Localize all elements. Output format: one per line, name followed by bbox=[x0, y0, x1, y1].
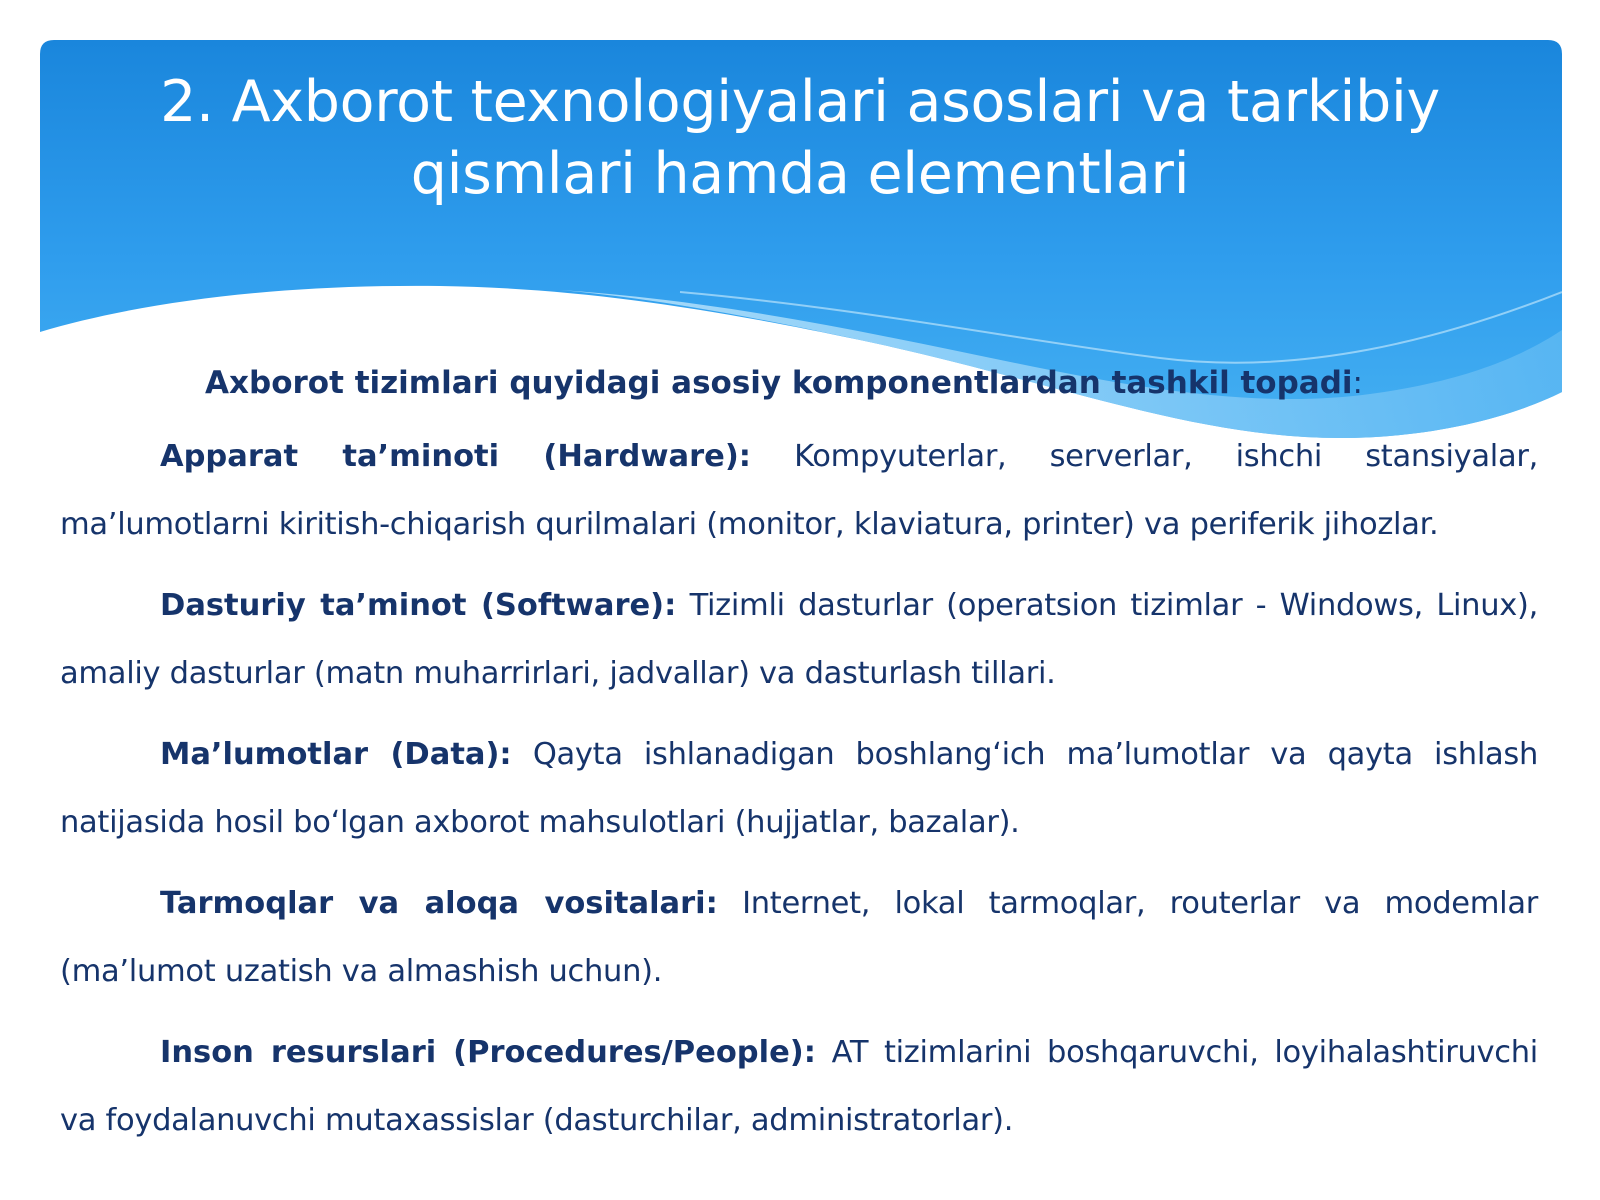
intro-bold-text: Axborot tizimlari quyidagi asosiy komponentlardan tashkil topadi bbox=[205, 365, 1353, 401]
component-description: Tizimli dasturlar (operatsion tizimlar - Windows, Linux), amaliy dasturlar (matn muharrirlari, jadvallar) va dasturlash tillari. bbox=[60, 588, 1538, 691]
component-term: Apparat ta’minoti (Hardware): bbox=[160, 439, 751, 474]
component-description: AT tizimlarini boshqaruvchi, loyihalashtiruvchi va foydalanuvchi mutaxassislar (dasturchilar, administratorlar). bbox=[60, 1035, 1538, 1138]
component-description: Kompyuterlar, serverlar, ishchi stansiyalar, ma’lumotlarni kiritish-chiqarish qurilmalari (monitor, klaviatura, printer) va periferik jihozlar. bbox=[60, 439, 1538, 542]
slide-content bbox=[60, 356, 1538, 1155]
component-item-software bbox=[60, 572, 1538, 708]
component-term: Dasturiy ta’minot (Software): bbox=[160, 588, 677, 623]
component-item-people bbox=[60, 1019, 1538, 1155]
component-term: Tarmoqlar va aloqa vositalari: bbox=[160, 886, 718, 921]
component-term: Ma’lumotlar (Data): bbox=[160, 737, 512, 772]
component-item-data bbox=[60, 721, 1538, 857]
component-term: Inson resurslari (Procedures/People): bbox=[160, 1035, 816, 1070]
slide-title: 2. Axborot texnologiyalari asoslari va tarkibiy qismlari hamda elementlari bbox=[160, 69, 1440, 207]
intro-colon: : bbox=[1352, 365, 1363, 401]
component-item-hardware bbox=[60, 423, 1538, 559]
intro-line bbox=[60, 356, 1538, 410]
component-description: Internet, lokal tarmoqlar, routerlar va modemlar (ma’lumot uzatish va almashish uchun). bbox=[60, 886, 1538, 989]
component-item-networks bbox=[60, 870, 1538, 1006]
component-description: Qayta ishlanadigan boshlang‘ich ma’lumotlar va qayta ishlash natijasida hosil bo‘lgan axborot mahsulotlari (hujjatlar, bazalar). bbox=[60, 737, 1539, 840]
